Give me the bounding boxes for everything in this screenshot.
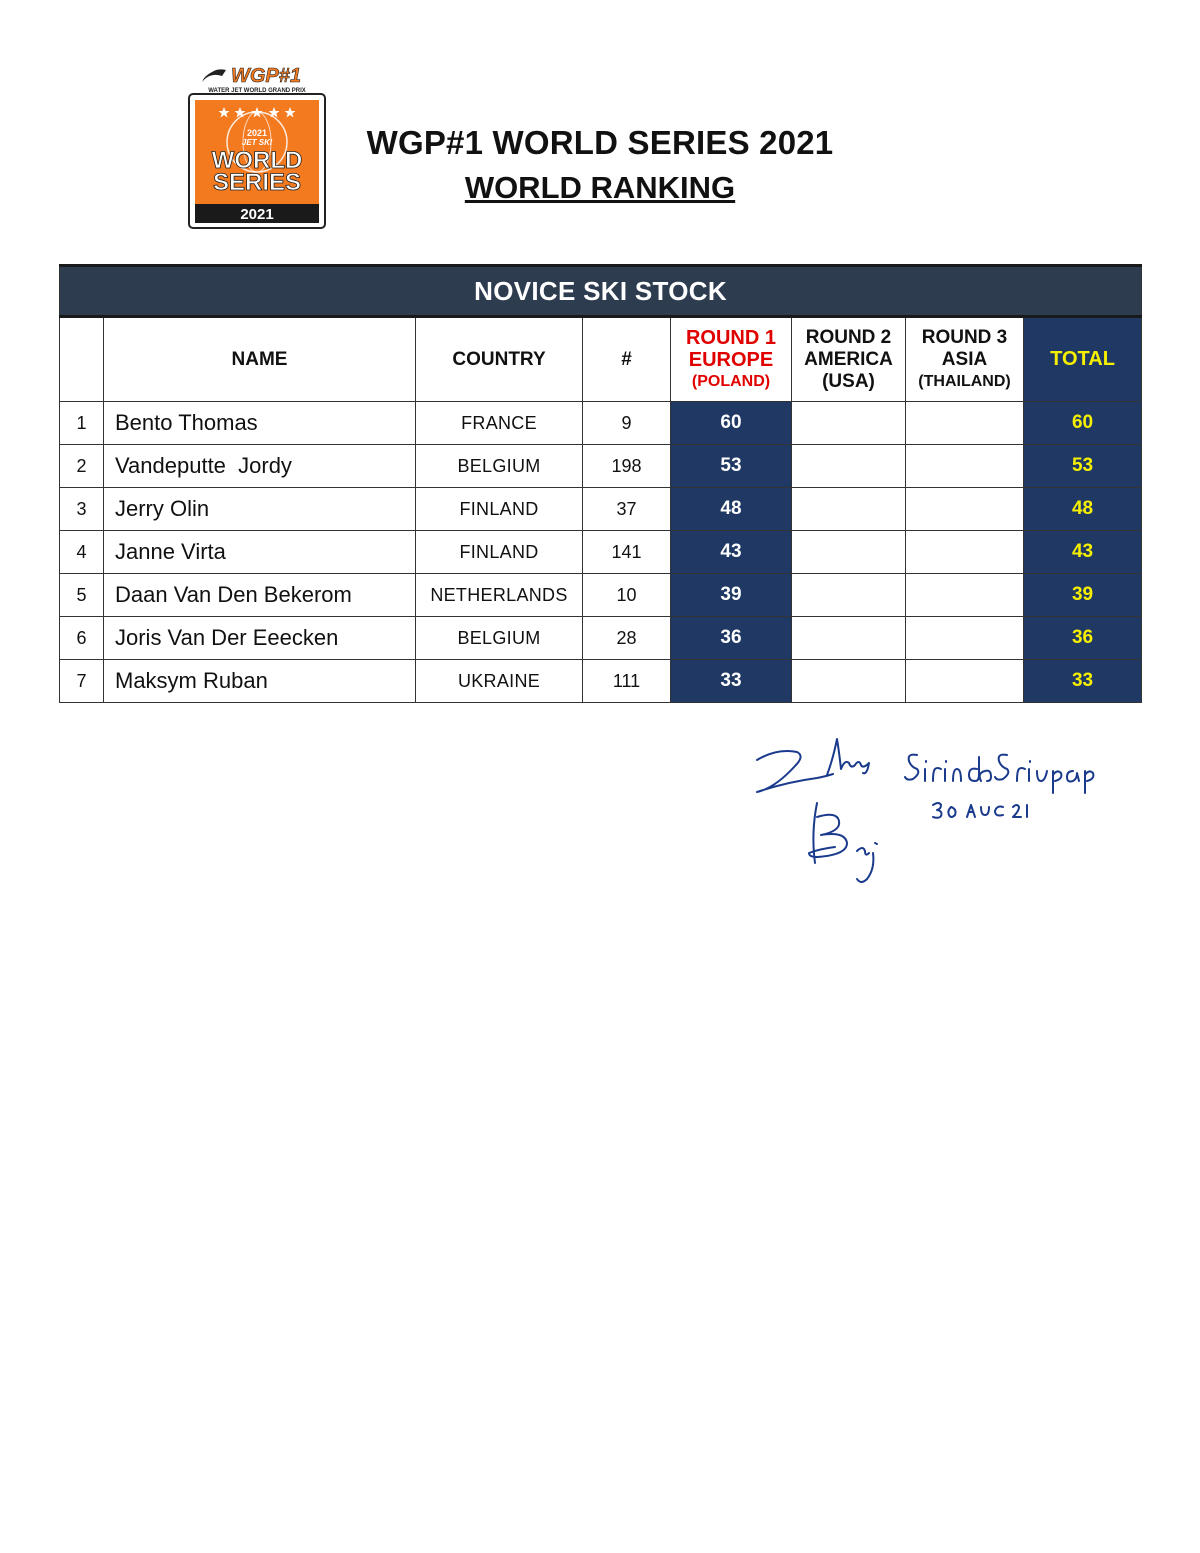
round3-cell [906, 488, 1024, 531]
round3-region: ASIA [941, 348, 988, 370]
round3-country: (THAILAND) [918, 372, 1011, 390]
country-cell: UKRAINE [416, 660, 583, 703]
round1-label: ROUND 1 [685, 326, 776, 349]
rank-cell: 4 [60, 531, 104, 574]
table-row [60, 445, 1142, 488]
country-cell: NETHERLANDS [416, 574, 583, 617]
rank-cell: 6 [60, 617, 104, 660]
logo-line1: WORLD [211, 147, 303, 174]
total-cell: 43 [1024, 531, 1142, 574]
round3-cell [906, 402, 1024, 445]
number-cell: 141 [583, 531, 671, 574]
number-cell: 37 [583, 488, 671, 531]
logo-year-small: 2021 [246, 128, 268, 138]
name-cell: Janne Virta [104, 531, 416, 574]
jetski-rider-icon [202, 69, 226, 82]
round1-cell: 39 [671, 574, 792, 617]
table-row [60, 488, 1142, 531]
round1-header [671, 317, 792, 402]
logo-line2: SERIES [212, 169, 302, 196]
table-row [60, 402, 1142, 445]
total-cell: 53 [1024, 445, 1142, 488]
rank-cell: 5 [60, 574, 104, 617]
rank-cell: 2 [60, 445, 104, 488]
signature [745, 725, 1125, 895]
round3-cell [906, 445, 1024, 488]
logo-top-text: WGP#1 [230, 65, 302, 87]
rank-cell: 7 [60, 660, 104, 703]
title-block [300, 120, 900, 210]
category-title: NOVICE SKI STOCK [60, 266, 1142, 317]
country-header: COUNTRY [416, 317, 583, 402]
rank-cell: 3 [60, 488, 104, 531]
name-cell: Jerry Olin [104, 488, 416, 531]
round1-cell: 36 [671, 617, 792, 660]
round1-cell: 60 [671, 402, 792, 445]
round3-cell [906, 531, 1024, 574]
table-row [60, 660, 1142, 703]
number-cell: 111 [583, 660, 671, 703]
name-cell: Daan Van Den Bekerom [104, 574, 416, 617]
total-cell: 36 [1024, 617, 1142, 660]
round1-region: EUROPE [688, 348, 774, 371]
round3-cell [906, 617, 1024, 660]
round2-cell [792, 617, 906, 660]
table-row [60, 617, 1142, 660]
round1-cell: 48 [671, 488, 792, 531]
round2-country: (USA) [822, 370, 875, 392]
name-cell: Joris Van Der Eeecken [104, 617, 416, 660]
round3-cell [906, 574, 1024, 617]
name-cell: Bento Thomas [104, 402, 416, 445]
name-header: NAME [104, 317, 416, 402]
total-cell: 33 [1024, 660, 1142, 703]
round2-cell [792, 660, 906, 703]
round1-cell: 33 [671, 660, 792, 703]
round1-country: (POLAND) [691, 372, 771, 390]
country-cell: FINLAND [416, 488, 583, 531]
round2-header [792, 317, 906, 402]
page-title: WGP#1 WORLD SERIES 2021 [366, 124, 834, 161]
rank-header [60, 317, 104, 402]
round2-cell [792, 445, 906, 488]
logo-brand: JET SKI [241, 138, 273, 147]
category-row [60, 266, 1142, 317]
round2-label: ROUND 2 [805, 326, 892, 348]
round3-header [906, 317, 1024, 402]
logo-tagline: WATER JET WORLD GRAND PRIX [208, 88, 306, 94]
round3-cell [906, 660, 1024, 703]
round2-cell [792, 574, 906, 617]
round2-cell [792, 531, 906, 574]
number-cell: 198 [583, 445, 671, 488]
round2-region: AMERICA [804, 348, 893, 370]
round2-cell [792, 488, 906, 531]
number-cell: 10 [583, 574, 671, 617]
number-cell: 9 [583, 402, 671, 445]
name-cell: Vandeputte Jordy [104, 445, 416, 488]
ranking-table [59, 264, 1142, 703]
number-header: # [583, 317, 671, 402]
number-cell: 28 [583, 617, 671, 660]
table-row [60, 531, 1142, 574]
total-header: TOTAL [1024, 317, 1142, 402]
header-row [60, 317, 1142, 402]
country-cell: FRANCE [416, 402, 583, 445]
logo-year: 2021 [240, 206, 274, 223]
name-cell: Maksym Ruban [104, 660, 416, 703]
page-subtitle: WORLD RANKING [464, 170, 736, 205]
round1-cell: 53 [671, 445, 792, 488]
rank-cell: 1 [60, 402, 104, 445]
round2-cell [792, 402, 906, 445]
country-cell: BELGIUM [416, 617, 583, 660]
table-row [60, 574, 1142, 617]
total-cell: 48 [1024, 488, 1142, 531]
country-cell: BELGIUM [416, 445, 583, 488]
round3-label: ROUND 3 [921, 326, 1008, 348]
round1-cell: 43 [671, 531, 792, 574]
total-cell: 39 [1024, 574, 1142, 617]
country-cell: FINLAND [416, 531, 583, 574]
total-cell: 60 [1024, 402, 1142, 445]
